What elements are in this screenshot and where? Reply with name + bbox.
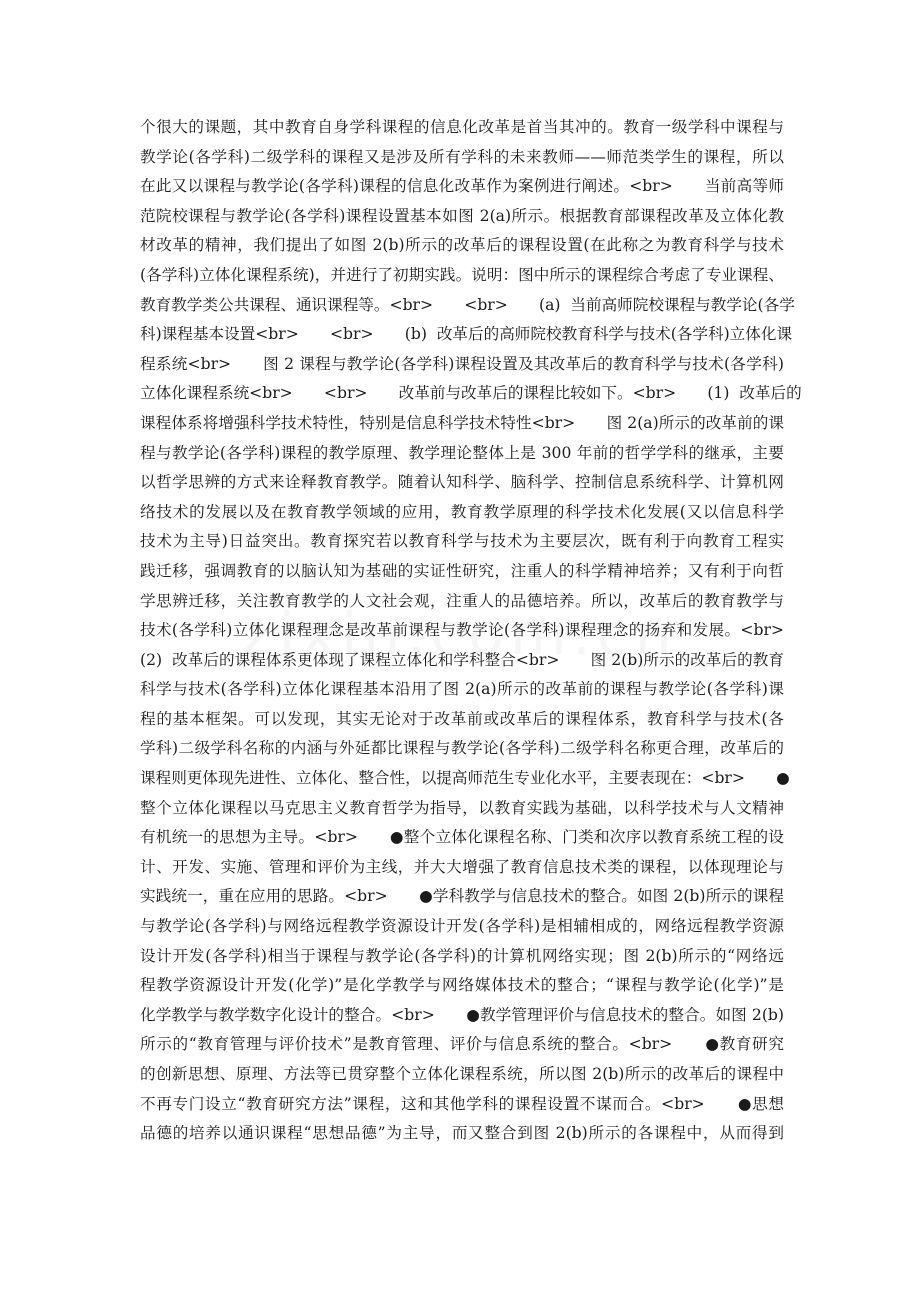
text-line: 技术(各学科)立体化课程理念是改革前课程与教学论(各学科)课程理念的扬弃和发展。<br> bbox=[140, 621, 784, 640]
text-line: 有机统一的思想为主导。<br> ●整个立体化课程名称、门类和次序以教育系统工程的设 bbox=[140, 828, 784, 847]
text-line: 程与教学论(各学科)课程的教学原理、教学理论整体上是 300 年前的哲学学科的继承，主要 bbox=[140, 443, 784, 462]
text-line: 材改革的精神，我们提出了如图 2(b)所示的改革后的课程设置(在此称之为教育科学与技术 bbox=[140, 236, 784, 255]
text-line: 技术为主导)日益突出。教育探究若以教育科学与技术为主要层次，既有利于向教育工程实 bbox=[140, 532, 784, 551]
text-line: 课程则更体现先进性、立体化、整合性，以提高师范生专业化水平，主要表现在：<br> ● bbox=[140, 769, 790, 788]
text-line: 品德的培养以通识课程“思想品德”为主导，而又整合到图 2(b)所示的各课程中，从而得到 bbox=[140, 1124, 784, 1143]
text-line: 个很大的课题，其中教育自身学科课程的信息化改革是首当其冲的。教育一级学科中课程与 bbox=[140, 118, 784, 136]
text-line: 科)课程基本设置<br> <br> (b) 改革后的高师院校教育科学与技术(各学科)立体化课 bbox=[140, 325, 793, 344]
text-line: 以哲学思辨的方式来诠释教育教学。随着认知科学、脑科学、控制信息系统科学、计算机网 bbox=[140, 473, 784, 492]
text-line: 不再专门设立“教育研究方法”课程，这和其他学科的课程设置不谋而合。<br> ●思想 bbox=[140, 1094, 784, 1113]
text-line: (各学科)立体化课程系统)，并进行了初期实践。说明：图中所示的课程综合考虑了专业课程、 bbox=[140, 265, 784, 284]
text-line: 立体化课程系统<br> <br> 改革前与改革后的课程比较如下。<br> (1) 改革后的 bbox=[140, 384, 802, 403]
text-line: 学科)二级学科名称的内涵与外延都比课程与教学论(各学科)二级学科名称更合理，改革后的 bbox=[140, 739, 784, 758]
text-line: 络技术的发展以及在教育教学领域的应用，教育教学原理的科学技术化发展(又以信息科学 bbox=[140, 502, 784, 521]
text-line: 与教学论(各学科)与网络远程教学资源设计开发(各学科)是相辅相成的，网络远程教学资源 bbox=[140, 917, 784, 936]
text-line: 计、开发、实施、管理和评价为主线，并大大增强了教育信息技术类的课程，以体现理论与 bbox=[140, 857, 784, 876]
text-line: 教育教学类公共课程、通识课程等。<br> <br> (a) 当前高师院校课程与教学论(各学 bbox=[140, 295, 795, 314]
text-line: 学思辨迁移，关注教育教学的人文社会观，注重人的品德培养。所以，改革后的教育教学与 bbox=[140, 591, 784, 610]
text-line: 程教学资源设计开发(化学)”是化学教学与网络媒体技术的整合；“课程与教学论(化学)”是 bbox=[140, 976, 784, 995]
text-line: 所示的“教育管理与评价技术”是教育管理、评价与信息系统的整合。<br> ●教育研究 bbox=[140, 1035, 784, 1054]
text-line: 整个立体化课程以马克思主义教育哲学为指导，以教育实践为基础，以科学技术与人文精神 bbox=[140, 798, 784, 817]
text-line: 化学教学与教学数字化设计的整合。<br> ●教学管理评价与信息技术的整合。如图 2(b) bbox=[140, 1005, 784, 1024]
text-line: 践迁移，强调教育的以脑认知为基础的实证性研究，注重人的科学精神培养；又有利于向哲 bbox=[140, 561, 784, 580]
text-line: (2) 改革后的课程体系更体现了课程立体化和学科整合<br> 图 2(b)所示的改革后的教育 bbox=[140, 650, 784, 669]
text-line: 程系统<br> 图 2 课程与教学论(各学科)课程设置及其改革后的教育科学与技术(各学科) bbox=[140, 354, 784, 373]
text-line: 在此又以课程与教学论(各学科)课程的信息化改革作为案例进行阐述。<br> 当前高等师 bbox=[140, 177, 784, 196]
text-line: 的创新思想、原理、方法等已贯穿整个立体化课程系统，所以图 2(b)所示的改革后的课程中 bbox=[140, 1065, 784, 1083]
text-line: 课程体系将增强科学技术特性，特别是信息科学技术特性<br> 图 2(a)所示的改革前的课 bbox=[140, 413, 784, 432]
text-line: 实践统一，重在应用的思路。<br> ●学科教学与信息技术的整合。如图 2(b)所示的课程 bbox=[140, 887, 784, 906]
text-line: 程的基本框架。可以发现，其实无论对于改革前或改革后的课程体系，教育科学与技术(各 bbox=[140, 709, 784, 728]
document-body bbox=[140, 113, 802, 1149]
text-line: 科学与技术(各学科)立体化课程基本沿用了图 2(a)所示的改革前的课程与教学论(各学科)课 bbox=[140, 680, 784, 699]
text-line: 教学论(各学科)二级学科的课程又是涉及所有学科的未来教师——师范类学生的课程，所以 bbox=[140, 147, 784, 166]
text-line: 范院校课程与教学论(各学科)课程设置基本如图 2(a)所示。根据教育部课程改革及立体化教 bbox=[140, 206, 784, 225]
text-line: 设计开发(各学科)相当于课程与教学论(各学科)的计算机网络实现；图 2(b)所示的“网络远 bbox=[140, 946, 784, 965]
